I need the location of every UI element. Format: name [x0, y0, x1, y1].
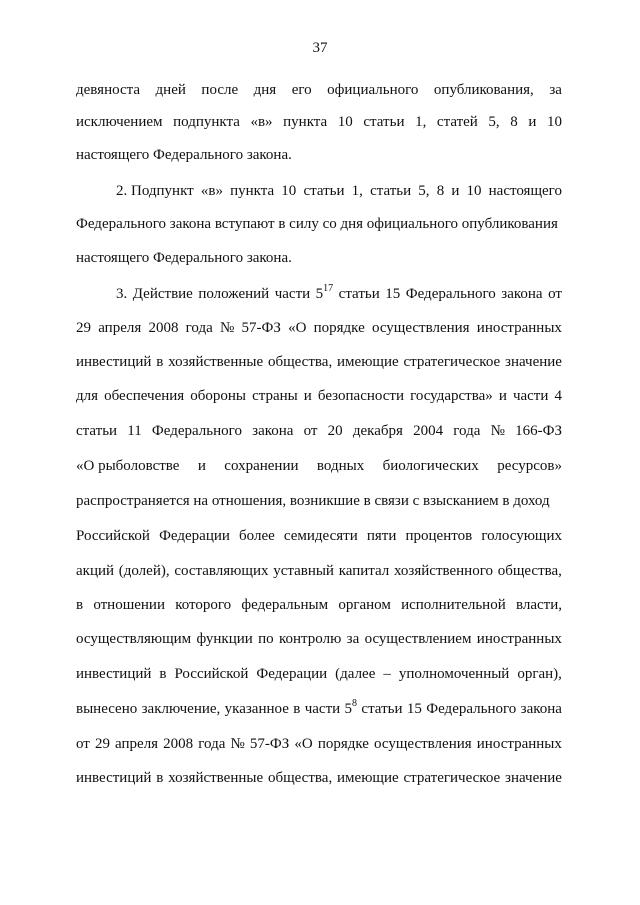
word: года — [198, 736, 226, 752]
word: процентов — [405, 528, 473, 544]
text-line — [76, 489, 550, 513]
word: части — [274, 286, 311, 302]
word: статьи — [303, 183, 345, 199]
text-line — [76, 732, 562, 756]
word: «О — [294, 736, 313, 752]
text-line — [76, 524, 562, 548]
word: общества, — [497, 563, 562, 579]
word: исполнительной — [401, 597, 506, 613]
word: иностранных — [476, 736, 562, 752]
word-with-superscript — [316, 282, 334, 306]
word: 2004 — [413, 423, 444, 439]
word: (долей), — [118, 563, 170, 579]
word: опубликования, — [433, 82, 534, 98]
word: Федерального — [151, 423, 242, 439]
word: от — [76, 736, 90, 752]
word: в — [156, 354, 164, 370]
word: сохранении — [224, 458, 299, 474]
word: власти, — [515, 597, 562, 613]
word: составляющих — [174, 563, 269, 579]
word: 8 — [436, 183, 445, 199]
word: хозяйственные — [168, 354, 264, 370]
word: более — [239, 528, 275, 544]
word: имеющие — [337, 354, 399, 370]
word: части — [304, 701, 341, 717]
word: закона — [501, 286, 543, 302]
text-line — [76, 593, 562, 617]
word: статьи — [338, 286, 380, 302]
word: Российской — [76, 528, 150, 544]
word: 5 — [315, 286, 324, 302]
word: инвестиций — [76, 354, 152, 370]
word: водных — [316, 458, 365, 474]
text-line — [116, 282, 562, 306]
text-line — [76, 212, 558, 236]
word: стратегическое — [403, 770, 501, 786]
word: обеспечения — [104, 388, 185, 404]
word: части — [512, 388, 549, 404]
word: Действие — [132, 286, 193, 302]
text-line — [76, 766, 562, 790]
word: дня — [253, 82, 277, 98]
word: 2. Подпункт — [116, 183, 194, 199]
word: безопасности — [317, 388, 404, 404]
superscript: 17 — [323, 283, 334, 294]
word: 57-ФЗ — [241, 320, 281, 336]
word: 8 — [510, 114, 518, 130]
word: закона — [252, 423, 294, 439]
word: декабря — [352, 423, 403, 439]
word: 2008 — [148, 320, 179, 336]
word: и — [498, 388, 507, 404]
text-line — [76, 350, 562, 374]
word: и — [197, 458, 206, 474]
word: за — [549, 82, 562, 98]
word: настоящего — [488, 183, 562, 199]
word: 10 — [281, 183, 297, 199]
page-number: 37 — [312, 40, 328, 56]
text-line — [76, 110, 562, 134]
word: инвестиций — [76, 666, 152, 682]
word: статей — [436, 114, 478, 130]
word: по — [258, 631, 274, 647]
word: значение — [505, 770, 562, 786]
word: «О — [288, 320, 307, 336]
word: апреля — [115, 736, 159, 752]
word: Федерации — [159, 528, 230, 544]
word: 10 — [546, 114, 562, 130]
word: указанное — [224, 701, 289, 717]
word: инвестиций — [76, 770, 152, 786]
word: в — [76, 597, 84, 613]
word: настоящего Федерального закона. — [76, 250, 292, 266]
word: его — [291, 82, 312, 98]
word: настоящего Федерального закона. — [76, 147, 292, 163]
text-line — [76, 454, 562, 478]
word: осуществления — [374, 736, 472, 752]
word: 20 — [327, 423, 343, 439]
word: исключением — [76, 114, 163, 130]
word: официального — [327, 82, 419, 98]
word: от — [548, 286, 562, 302]
word: вынесено — [76, 701, 138, 717]
word: «О рыболовстве — [76, 458, 180, 474]
word: уставный — [273, 563, 334, 579]
text-line — [76, 78, 562, 102]
word: обороны — [190, 388, 246, 404]
word: дней — [155, 82, 186, 98]
word: 57-ФЗ — [249, 736, 290, 752]
word: пункта — [230, 183, 275, 199]
word: порядке — [313, 320, 365, 336]
word: 29 — [94, 736, 110, 752]
word: Федерации — [256, 666, 328, 682]
word: 4 — [554, 388, 562, 404]
word: акций — [76, 563, 115, 579]
word: для — [76, 388, 99, 404]
word: орган), — [517, 666, 562, 682]
word: статьи — [363, 114, 405, 130]
word: 29 — [76, 320, 91, 336]
word: семидесяти — [283, 528, 358, 544]
word: осуществления — [371, 320, 470, 336]
superscript: 8 — [352, 698, 358, 709]
word: «в» — [250, 114, 273, 130]
word: в — [159, 666, 167, 682]
word: капитал — [338, 563, 390, 579]
word: федеральным — [241, 597, 329, 613]
word: 5, — [488, 114, 500, 130]
word: и — [451, 183, 460, 199]
word: осуществляющим — [76, 631, 192, 647]
word: Российской — [174, 666, 249, 682]
word: хозяйственного — [394, 563, 493, 579]
word: биологических — [382, 458, 479, 474]
word: 10 — [466, 183, 482, 199]
word: страны — [252, 388, 298, 404]
word: за — [346, 631, 360, 647]
word: общества, — [267, 770, 333, 786]
word: пяти — [366, 528, 397, 544]
word: государства» — [410, 388, 493, 404]
word: 166-ФЗ — [515, 423, 562, 439]
word: положений — [198, 286, 270, 302]
word: 2008 — [163, 736, 194, 752]
word: и — [528, 114, 537, 130]
word: Федерального закона вступают в силу со дня официального опубликования — [76, 216, 558, 232]
word: 15 — [406, 701, 422, 717]
word: 5, — [418, 183, 430, 199]
word: иностранных — [476, 631, 562, 647]
word: функции — [196, 631, 253, 647]
word: «в» — [200, 183, 223, 199]
word: общества, — [267, 354, 333, 370]
text-line — [76, 559, 562, 583]
text-line — [76, 384, 562, 408]
text-line — [76, 316, 562, 340]
word: иностранных — [476, 320, 562, 336]
word: заключение, — [141, 701, 221, 717]
word: года — [453, 423, 481, 439]
word: 5 — [344, 701, 353, 717]
word: 10 — [337, 114, 353, 130]
text-line — [76, 697, 562, 721]
word: которого — [175, 597, 232, 613]
word: после — [201, 82, 239, 98]
text-line — [116, 179, 562, 203]
word: 1, — [351, 183, 363, 199]
word: пункта — [283, 114, 328, 130]
word: хозяйственные — [168, 770, 264, 786]
word: органом — [338, 597, 391, 613]
word: уполномоченный — [398, 666, 510, 682]
word: и — [303, 388, 312, 404]
word: № — [490, 423, 505, 439]
word: имеющие — [337, 770, 399, 786]
word: статьи — [361, 701, 403, 717]
word: 3. — [116, 286, 128, 302]
text-line — [76, 143, 292, 167]
word: Федерального — [426, 701, 517, 717]
word: апреля — [98, 320, 142, 336]
word-with-superscript — [345, 697, 358, 721]
word: статьи — [76, 423, 118, 439]
word: статьи — [370, 183, 412, 199]
word: 1, — [415, 114, 427, 130]
word: 15 — [385, 286, 401, 302]
word: Федерального — [405, 286, 496, 302]
word: в — [293, 701, 301, 717]
word: № — [219, 320, 235, 336]
word: порядке — [317, 736, 369, 752]
text-line — [76, 419, 562, 443]
text-line — [76, 662, 562, 686]
word: № — [230, 736, 245, 752]
word: стратегическое — [403, 354, 501, 370]
word: года — [185, 320, 213, 336]
word: голосующих — [481, 528, 562, 544]
word: ресурсов» — [497, 458, 562, 474]
text-line — [76, 246, 292, 270]
word: от — [303, 423, 318, 439]
word: закона — [520, 701, 562, 717]
word: 11 — [127, 423, 142, 439]
word: контролю — [279, 631, 342, 647]
word: девяноста — [76, 82, 141, 98]
word: распространяется на отношения, возникшие в связи с взысканием в доход — [76, 493, 550, 509]
word: осуществлением — [364, 631, 472, 647]
word: в — [156, 770, 164, 786]
word: подпункта — [173, 114, 240, 130]
word: значение — [505, 354, 562, 370]
word: – — [383, 666, 391, 682]
word: (далее — [335, 666, 376, 682]
word: отношении — [93, 597, 165, 613]
text-line — [76, 627, 562, 651]
